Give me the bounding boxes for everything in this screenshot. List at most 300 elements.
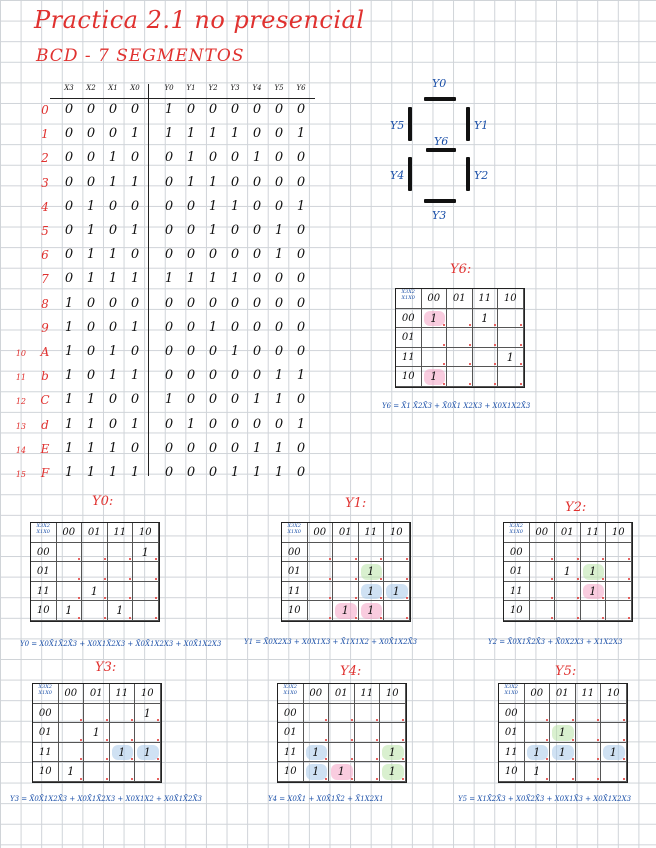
truth-table-cell: 0 — [230, 368, 240, 384]
truth-table-cell: 0 — [252, 319, 262, 335]
kmap-row-header: 10 — [282, 601, 308, 621]
kmap-row-header: 10 — [278, 762, 304, 782]
truth-table-cell: 1 — [230, 271, 240, 287]
truth-table-cell: 0 — [108, 198, 118, 214]
kmap-expression: Y0 = X0X̄1X̄2X̄3 + X0X1X̄2X3 + X̄0X̄1X2X3 + X0X̄1X2X3 — [20, 640, 222, 648]
truth-table-cell: 0 — [130, 392, 140, 408]
truth-table-cell: 0 — [230, 150, 240, 166]
truth-table-cell: 0 — [186, 465, 196, 480]
kmap-cell-marker — [129, 558, 131, 560]
truth-table-cell: 0 — [274, 271, 284, 287]
truth-table-cell: 0 — [274, 295, 284, 311]
kmap-title: Y2: — [565, 500, 587, 515]
kmap-cell: 1 — [359, 601, 385, 621]
segment-label: Y1 — [474, 119, 489, 132]
segment-label: Y6 — [434, 135, 449, 148]
kmap-row-header: 01 — [282, 562, 308, 582]
kmap-grid — [281, 522, 411, 622]
kmap-col-header: 00 — [57, 523, 83, 543]
kmap-cell-marker — [623, 719, 625, 721]
truth-table-header: X1 — [108, 84, 118, 92]
row-label: 7 — [41, 272, 49, 287]
truth-table-cell: 1 — [252, 150, 262, 166]
truth-table-cell: 1 — [108, 174, 118, 190]
kmap-cell: 1 — [525, 762, 551, 782]
truth-table-cell: 0 — [164, 465, 174, 480]
kmap-cell-marker — [329, 558, 331, 560]
segment-y0 — [424, 97, 456, 101]
truth-table-header-rule — [50, 98, 315, 99]
row-label: 3 — [41, 175, 49, 190]
kmap-cell-marker — [325, 719, 327, 721]
truth-table-cell: 0 — [64, 126, 74, 142]
truth-table-cell: 0 — [86, 102, 96, 117]
truth-table-cell: 0 — [296, 295, 306, 311]
truth-table-cell: 0 — [186, 440, 196, 456]
truth-table-cell: 0 — [252, 247, 262, 263]
kmap-cell-marker — [131, 739, 133, 741]
kmap-row-header: 11 — [396, 348, 422, 368]
kmap-row-header: 10 — [499, 762, 525, 782]
truth-table-cell: 1 — [208, 271, 218, 287]
kmap-cell: 1 — [384, 582, 410, 602]
kmap-cell: 1 — [555, 562, 581, 582]
kmap-cell: 1 — [59, 762, 85, 782]
kmap-cell-marker — [155, 597, 157, 599]
truth-table-cell: 0 — [164, 198, 174, 214]
kmap-cell: 1 — [304, 743, 330, 763]
kmap-cell-marker — [155, 578, 157, 580]
truth-table-cell: 1 — [164, 102, 174, 117]
kmap-row-header: 01 — [278, 723, 304, 743]
truth-table-cell: 1 — [208, 126, 218, 142]
kmap-cell-marker — [131, 758, 133, 760]
kmap-cell-marker — [355, 597, 357, 599]
truth-table-cell: 0 — [86, 295, 96, 311]
truth-table-cell: 0 — [186, 319, 196, 335]
truth-table-cell: 0 — [130, 102, 140, 117]
kmap-corner-label: X3X2 X1X0 — [282, 523, 308, 543]
truth-table-cell: 1 — [186, 271, 196, 287]
kmap-row-header: 10 — [504, 601, 530, 621]
truth-table-cell: 0 — [186, 247, 196, 263]
kmap-cell-marker — [597, 778, 599, 780]
truth-table-cell: 1 — [274, 440, 284, 456]
kmap-row-header: 10 — [31, 601, 57, 621]
truth-table-cell: 0 — [186, 223, 196, 238]
page-subtitle: BCD - 7 SEGMENTOS — [36, 46, 245, 66]
kmap-col-header: 10 — [384, 523, 410, 543]
truth-table-cell: 0 — [86, 344, 96, 359]
kmap-cell-marker — [106, 739, 108, 741]
kmap-cell-marker — [628, 558, 630, 560]
kmap-cell-marker — [628, 597, 630, 599]
kmap-col-header: 10 — [133, 523, 159, 543]
kmap-row-header: 11 — [282, 582, 308, 602]
truth-table-cell: 0 — [164, 150, 174, 166]
row-label: C — [40, 393, 50, 408]
kmap-cell: 1 — [359, 582, 385, 602]
kmap-col-header: 01 — [447, 289, 473, 309]
kmap-title: Y1: — [345, 496, 367, 511]
kmap-corner-label: X3X2 X1X0 — [504, 523, 530, 543]
truth-table-cell: 0 — [230, 392, 240, 408]
kmap-cell-marker — [351, 739, 353, 741]
truth-table-cell: 0 — [164, 440, 174, 456]
kmap-col-header: 10 — [380, 684, 406, 704]
truth-table-cell: 1 — [64, 416, 74, 432]
truth-table-cell: 1 — [86, 392, 96, 408]
kmap-cell: 1 — [82, 582, 108, 602]
kmap-cell-marker — [546, 719, 548, 721]
truth-table-cell: 0 — [252, 198, 262, 214]
row-label: 1 — [41, 127, 49, 142]
kmap-grid — [503, 522, 633, 622]
truth-table-cell: 1 — [296, 368, 306, 384]
truth-table-cell: 1 — [274, 247, 284, 263]
kmap-cell-marker — [157, 719, 159, 721]
kmap-cell-marker — [551, 558, 553, 560]
kmap-cell: 1 — [581, 582, 607, 602]
truth-table-cell: 0 — [164, 223, 174, 238]
truth-table-cell: 1 — [208, 319, 218, 335]
segment-y6 — [426, 148, 456, 152]
kmap-row-header: 00 — [396, 309, 422, 329]
row-index: 14 — [15, 445, 26, 455]
row-index: 13 — [15, 421, 26, 431]
truth-table-cell: 1 — [274, 368, 284, 384]
kmap-col-header: 01 — [333, 523, 359, 543]
segment-label: Y5 — [390, 119, 405, 132]
truth-table-cell: 0 — [274, 198, 284, 214]
truth-table-cell: 0 — [186, 102, 196, 117]
kmap-col-header: 01 — [550, 684, 576, 704]
kmap-cell: 1 — [550, 723, 576, 743]
kmap-corner-label: X3X2 X1X0 — [33, 684, 59, 704]
kmap-cell-marker — [572, 778, 574, 780]
truth-table-cell: 1 — [130, 126, 140, 142]
truth-table-cell: 1 — [130, 174, 140, 190]
truth-table-cell: 1 — [108, 150, 118, 166]
kmap-title: Y4: — [340, 664, 362, 679]
kmap-cell-marker — [351, 758, 353, 760]
kmap-col-header: 11 — [355, 684, 381, 704]
truth-table-header: X3 — [64, 84, 74, 92]
truth-table-cell: 1 — [230, 465, 240, 480]
row-label: A — [40, 345, 50, 359]
truth-table-header: X0 — [130, 84, 140, 92]
truth-table-cell: 0 — [296, 174, 306, 190]
truth-table-cell: 0 — [64, 174, 74, 190]
kmap-cell-marker — [572, 739, 574, 741]
truth-table-cell: 1 — [274, 465, 284, 480]
truth-table-cell: 0 — [164, 319, 174, 335]
kmap-cell-marker — [469, 344, 471, 346]
kmap-cell-marker — [602, 558, 604, 560]
truth-table-cell: 1 — [296, 198, 306, 214]
kmap-cell-marker — [402, 719, 404, 721]
kmap-cell: 1 — [380, 743, 406, 763]
truth-table-cell: 0 — [108, 223, 118, 238]
kmap-row-header: 00 — [282, 543, 308, 563]
kmap-cell-marker — [577, 578, 579, 580]
truth-table-cell: 0 — [252, 102, 262, 117]
truth-table-cell: 0 — [164, 247, 174, 263]
kmap-cell-marker — [104, 617, 106, 619]
kmap-cell-marker — [380, 597, 382, 599]
truth-table-cell: 0 — [230, 295, 240, 311]
kmap-cell-marker — [80, 758, 82, 760]
segment-y2 — [466, 157, 470, 191]
kmap-cell-marker — [520, 383, 522, 385]
kmap-expression: Y1 = X̄0X2X3 + X0X1X3 + X̄1X1X2 + X0X̄1X2X̄3 — [244, 638, 418, 646]
kmap-cell-marker — [104, 558, 106, 560]
kmap-corner-label: X3X2 X1X0 — [499, 684, 525, 704]
truth-table-cell: 1 — [186, 150, 196, 166]
kmap-cell-marker — [602, 617, 604, 619]
truth-table-cell: 1 — [130, 271, 140, 287]
truth-table-cell: 1 — [164, 271, 174, 287]
truth-table-cell: 0 — [108, 319, 118, 335]
truth-table-cell: 1 — [86, 247, 96, 263]
kmap-row-header: 00 — [278, 704, 304, 724]
kmap-col-header: 11 — [108, 523, 134, 543]
truth-table-cell: 0 — [108, 126, 118, 142]
truth-table-cell: 0 — [130, 295, 140, 311]
kmap-col-header: 11 — [359, 523, 385, 543]
truth-table-cell: 0 — [208, 247, 218, 263]
kmap-cell-marker — [157, 758, 159, 760]
kmap-cell-marker — [104, 578, 106, 580]
kmap-cell-marker — [406, 558, 408, 560]
kmap-cell: 1 — [422, 309, 448, 329]
kmap-cell-marker — [380, 617, 382, 619]
truth-table-cell: 0 — [208, 102, 218, 117]
truth-table-cell: 1 — [208, 198, 218, 214]
kmap-cell-marker — [520, 363, 522, 365]
kmap-cell: 1 — [110, 743, 136, 763]
truth-table-cell: 1 — [230, 198, 240, 214]
row-label: 2 — [41, 151, 49, 166]
kmap-col-header: 11 — [581, 523, 607, 543]
kmap-grid — [498, 683, 628, 783]
row-label: 4 — [41, 199, 49, 214]
truth-table-cell: 0 — [130, 344, 140, 359]
kmap-cell-marker — [157, 739, 159, 741]
kmap-cell-marker — [325, 739, 327, 741]
kmap-title: Y3: — [95, 660, 117, 675]
kmap-cell-marker — [406, 597, 408, 599]
truth-table-cell: 0 — [230, 102, 240, 117]
truth-table-cell: 0 — [208, 368, 218, 384]
truth-table-cell: 1 — [64, 344, 74, 359]
truth-table-cell: 0 — [186, 368, 196, 384]
kmap-col-header: 00 — [308, 523, 334, 543]
kmap-cell: 1 — [135, 743, 161, 763]
kmap-cell-marker — [329, 597, 331, 599]
kmap-cell: 1 — [473, 309, 499, 329]
truth-table-cell: 0 — [208, 295, 218, 311]
kmap-col-header: 00 — [525, 684, 551, 704]
truth-table-cell: 0 — [164, 344, 174, 359]
kmap-cell-marker — [106, 719, 108, 721]
truth-table-cell: 1 — [130, 368, 140, 384]
kmap-cell-marker — [572, 758, 574, 760]
truth-table-cell: 0 — [296, 440, 306, 456]
kmap-row-header: 00 — [33, 704, 59, 724]
kmap-cell-marker — [520, 324, 522, 326]
truth-table-cell: 1 — [130, 319, 140, 335]
kmap-row-header: 00 — [31, 543, 57, 563]
kmap-cell-marker — [577, 558, 579, 560]
row-index: 15 — [15, 470, 26, 479]
truth-table-cell: 1 — [186, 126, 196, 142]
truth-table-cell: 0 — [252, 295, 262, 311]
kmap-corner-label: X3X2 X1X0 — [31, 523, 57, 543]
truth-table-cell: 0 — [64, 271, 74, 287]
kmap-cell-marker — [443, 363, 445, 365]
truth-table-cell: 1 — [130, 416, 140, 432]
kmap-cell: 1 — [380, 762, 406, 782]
seven-segment-diagram — [380, 75, 500, 225]
row-index: 10 — [15, 349, 26, 358]
kmap-grid — [32, 683, 162, 783]
truth-table-cell: 0 — [164, 368, 174, 384]
truth-table-cell: 0 — [296, 247, 306, 263]
kmap-cell-marker — [351, 719, 353, 721]
kmap-cell-marker — [329, 578, 331, 580]
kmap-cell-marker — [597, 739, 599, 741]
kmap-cell-marker — [597, 758, 599, 760]
kmap-cell: 1 — [135, 704, 161, 724]
kmap-row-header: 11 — [278, 743, 304, 763]
kmap-cell-marker — [469, 363, 471, 365]
kmap-col-header: 10 — [135, 684, 161, 704]
kmap-cell-marker — [80, 739, 82, 741]
kmap-cell-marker — [597, 719, 599, 721]
kmap-cell-marker — [129, 617, 131, 619]
kmap-cell-marker — [494, 324, 496, 326]
truth-table-cell: 0 — [274, 126, 284, 142]
truth-table-cell: 1 — [108, 465, 118, 480]
kmap-row-header: 01 — [33, 723, 59, 743]
segment-label: Y4 — [390, 169, 405, 182]
kmap-col-header: 00 — [530, 523, 556, 543]
kmap-cell-marker — [155, 558, 157, 560]
kmap-cell: 1 — [525, 743, 551, 763]
truth-table-cell: 0 — [296, 319, 306, 335]
kmap-col-header: 11 — [576, 684, 602, 704]
kmap-cell-marker — [131, 778, 133, 780]
kmap-cell-marker — [406, 617, 408, 619]
truth-table-cell: 1 — [108, 344, 118, 359]
truth-table-cell: 1 — [230, 126, 240, 142]
truth-table-cell: 1 — [86, 440, 96, 456]
kmap-col-header: 11 — [473, 289, 499, 309]
truth-table-cell: 0 — [296, 150, 306, 166]
truth-table-cell: 0 — [274, 150, 284, 166]
kmap-cell-marker — [325, 778, 327, 780]
truth-table-cell: 1 — [86, 465, 96, 480]
truth-table-cell: 1 — [186, 174, 196, 190]
truth-table-cell: 0 — [230, 223, 240, 238]
truth-table-cell: 1 — [164, 392, 174, 408]
kmap-expression: Y6 = X̄1 X̄2X̄3 + X̄0X̄1 X2X3 + X0X1X2X̄3 — [382, 402, 531, 410]
truth-table-cell: 0 — [230, 247, 240, 263]
kmap-cell-marker — [577, 617, 579, 619]
kmap-cell-marker — [602, 578, 604, 580]
kmap-row-header: 01 — [31, 562, 57, 582]
kmap-cell-marker — [355, 617, 357, 619]
row-label: 6 — [41, 248, 49, 263]
kmap-cell: 1 — [108, 601, 134, 621]
truth-table-cell: 0 — [252, 271, 262, 287]
kmap-cell-marker — [623, 739, 625, 741]
row-label: 9 — [41, 320, 49, 335]
truth-table-cell: 0 — [64, 198, 74, 214]
kmap-title: Y5: — [555, 664, 577, 679]
row-label: d — [41, 417, 49, 432]
truth-table-cell: 0 — [208, 150, 218, 166]
kmap-cell-marker — [577, 597, 579, 599]
truth-table-cell: 0 — [252, 368, 262, 384]
kmap-cell-marker — [129, 578, 131, 580]
kmap-cell-marker — [469, 324, 471, 326]
segment-label: Y2 — [474, 169, 489, 182]
kmap-cell-marker — [376, 719, 378, 721]
kmap-cell-marker — [329, 617, 331, 619]
truth-table-cell: 0 — [86, 126, 96, 142]
truth-table-cell: 1 — [208, 174, 218, 190]
kmap-cell-marker — [551, 578, 553, 580]
segment-label: Y3 — [432, 209, 447, 222]
kmap-cell-marker — [402, 739, 404, 741]
kmap-cell-marker — [546, 739, 548, 741]
truth-table-cell: 0 — [296, 344, 306, 359]
kmap-row-header: 01 — [396, 328, 422, 348]
truth-table-cell: 0 — [86, 174, 96, 190]
truth-table-cell: 0 — [296, 102, 306, 117]
kmap-cell-marker — [380, 578, 382, 580]
truth-table-cell: 1 — [252, 392, 262, 408]
kmap-expression: Y2 = X̄0X1X̄2X̄3 + X̄0X2X3 + X1X2X3 — [488, 638, 623, 646]
truth-table-cell: 1 — [296, 416, 306, 432]
truth-table-cell: 1 — [64, 392, 74, 408]
kmap-title: Y0: — [92, 494, 114, 509]
truth-table-cell: 1 — [252, 440, 262, 456]
kmap-row-header: 11 — [504, 582, 530, 602]
kmap-col-header: 01 — [82, 523, 108, 543]
kmap-row-header: 10 — [33, 762, 59, 782]
kmap-cell-marker — [355, 578, 357, 580]
kmap-col-header: 00 — [59, 684, 85, 704]
truth-table-cell: 1 — [108, 368, 118, 384]
kmap-cell-marker — [129, 597, 131, 599]
truth-table-cell: 0 — [64, 102, 74, 117]
kmap-expression: Y5 = X1X̄2X̄3 + X0X̄2X̄3 + X0X1X̄3 + X0X̄1X2X3 — [458, 795, 632, 803]
kmap-cell: 1 — [581, 562, 607, 582]
kmap-row-header: 10 — [396, 367, 422, 387]
truth-table-cell: 0 — [252, 416, 262, 432]
row-label: 0 — [41, 103, 49, 117]
kmap-cell-marker — [572, 719, 574, 721]
truth-table-header: Y1 — [186, 84, 196, 92]
kmap-cell-marker — [494, 344, 496, 346]
segment-y4 — [408, 157, 412, 191]
kmap-cell-marker — [602, 597, 604, 599]
kmap-expression: Y3 = X̄0X̄1X2X̄3 + X0X̄1X̄2X3 + X0X1X2 + X0X̄1X̄2X̄3 — [10, 795, 202, 803]
kmap-cell-marker — [494, 383, 496, 385]
